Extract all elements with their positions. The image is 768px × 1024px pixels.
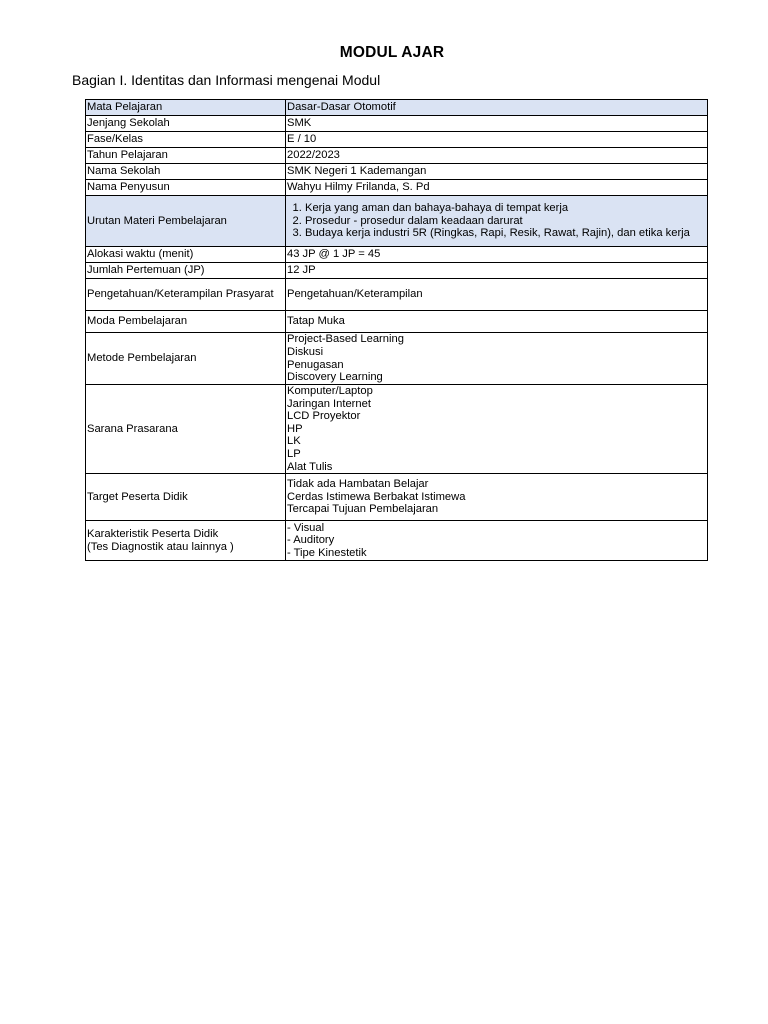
list-item: HP bbox=[287, 422, 303, 435]
table-row bbox=[86, 116, 708, 132]
row-label: Tahun Pelajaran bbox=[86, 148, 286, 164]
row-label: Fase/Kelas bbox=[86, 132, 286, 148]
list-item: Alat Tulis bbox=[287, 460, 333, 473]
table-row bbox=[86, 148, 708, 164]
row-value: 12 JP bbox=[286, 263, 708, 279]
row-label: Jenjang Sekolah bbox=[86, 116, 286, 132]
materi-list bbox=[287, 202, 706, 240]
row-value bbox=[286, 474, 708, 521]
row-label: Target Peserta Didik bbox=[86, 474, 286, 521]
table-row bbox=[86, 311, 708, 333]
list-item: 3. Budaya kerja industri 5R (Ringkas, Rapi, Resik, Rawat, Rajin), dan etika kerja bbox=[305, 227, 706, 240]
row-label: Nama Penyusun bbox=[86, 180, 286, 196]
list-item: LCD Proyektor bbox=[287, 410, 361, 423]
row-label bbox=[86, 521, 286, 561]
row-value: Dasar-Dasar Otomotif bbox=[286, 100, 708, 116]
table-row bbox=[86, 521, 708, 561]
row-value: Pengetahuan/Keterampilan bbox=[286, 279, 708, 311]
row-label: Alokasi waktu (menit) bbox=[86, 247, 286, 263]
row-value: 43 JP @ 1 JP = 45 bbox=[286, 247, 708, 263]
table-row bbox=[86, 333, 708, 385]
table-row bbox=[86, 263, 708, 279]
table-row bbox=[86, 164, 708, 180]
document-title: MODUL AJAR bbox=[339, 44, 445, 61]
row-label: Pengetahuan/Keterampilan Prasyarat bbox=[86, 279, 286, 311]
row-value bbox=[286, 521, 708, 561]
list-item: - Visual bbox=[287, 521, 325, 534]
row-label: Sarana Prasarana bbox=[86, 385, 286, 474]
list-item: Diskusi bbox=[287, 345, 324, 358]
list-item: 1. Kerja yang aman dan bahaya-bahaya di tempat kerja bbox=[305, 202, 706, 215]
table-row bbox=[86, 385, 708, 474]
row-label: Mata Pelajaran bbox=[86, 100, 286, 116]
table-row bbox=[86, 247, 708, 263]
table-row bbox=[86, 196, 708, 247]
table-row bbox=[86, 132, 708, 148]
list-item: 2. Prosedur - prosedur dalam keadaan darurat bbox=[305, 215, 706, 228]
list-item: Komputer/Laptop bbox=[287, 385, 373, 397]
list-item: - Auditory bbox=[287, 534, 335, 547]
list-item: Discovery Learning bbox=[287, 371, 383, 384]
identity-table bbox=[85, 99, 708, 561]
row-value: Tatap Muka bbox=[286, 311, 708, 333]
row-label: Jumlah Pertemuan (JP) bbox=[86, 263, 286, 279]
section-heading: Bagian I. Identitas dan Informasi mengenai Modul bbox=[72, 72, 381, 88]
row-value: SMK bbox=[286, 116, 708, 132]
table-row bbox=[86, 279, 708, 311]
list-item: LP bbox=[287, 447, 301, 460]
list-item: Project-Based Learning bbox=[287, 333, 404, 346]
table-row bbox=[86, 100, 708, 116]
row-value: SMK Negeri 1 Kademangan bbox=[286, 164, 708, 180]
row-label: Nama Sekolah bbox=[86, 164, 286, 180]
row-value: E / 10 bbox=[286, 132, 708, 148]
list-item: - Tipe Kinestetik bbox=[287, 546, 367, 559]
list-item: Cerdas Istimewa Berbakat Istimewa bbox=[287, 490, 466, 503]
row-label: Moda Pembelajaran bbox=[86, 311, 286, 333]
list-item: Jaringan Internet bbox=[287, 397, 371, 410]
list-item: Tidak ada Hambatan Belajar bbox=[287, 478, 429, 491]
list-item: Tercapai Tujuan Pembelajaran bbox=[287, 503, 439, 516]
list-item: Penugasan bbox=[287, 358, 344, 371]
row-value bbox=[286, 385, 708, 474]
label-line: (Tes Diagnostik atau lainnya ) bbox=[87, 540, 234, 553]
table-row bbox=[86, 474, 708, 521]
row-value: Wahyu Hilmy Frilanda, S. Pd bbox=[286, 180, 708, 196]
table-row bbox=[86, 180, 708, 196]
row-value bbox=[286, 333, 708, 385]
row-label: Urutan Materi Pembelajaran bbox=[86, 196, 286, 247]
row-label: Metode Pembelajaran bbox=[86, 333, 286, 385]
label-line: Karakteristik Peserta Didik bbox=[87, 528, 219, 541]
list-item: LK bbox=[287, 435, 301, 448]
row-value bbox=[286, 196, 708, 247]
row-value: 2022/2023 bbox=[286, 148, 708, 164]
